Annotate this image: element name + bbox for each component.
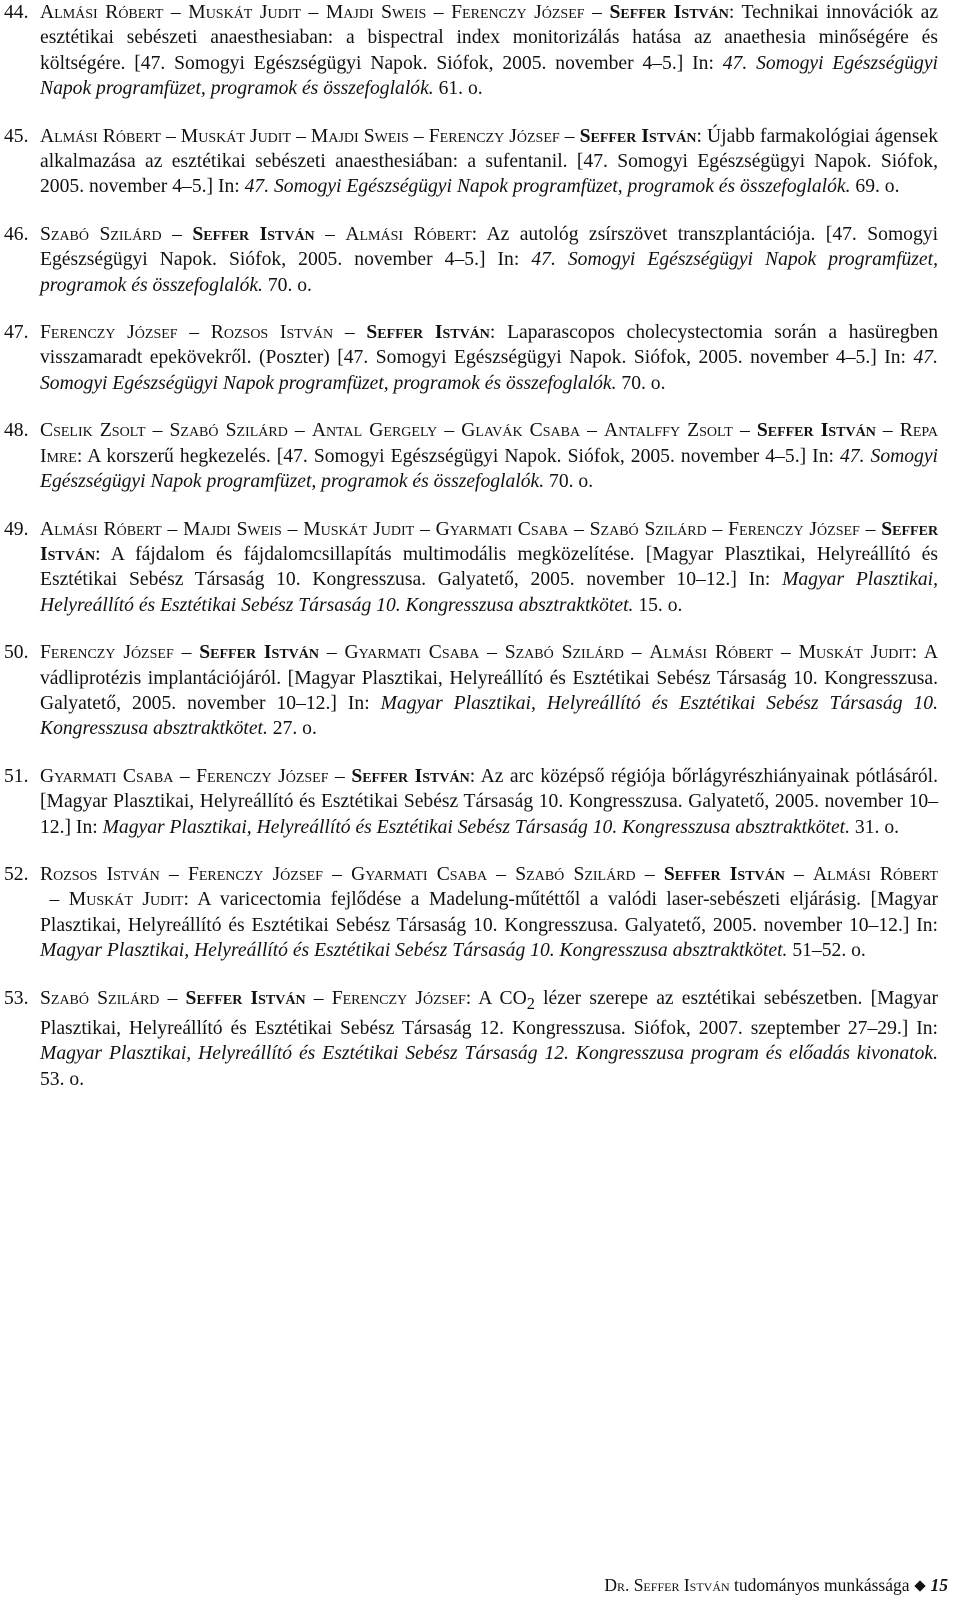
entry-text: 15. o. [633,594,683,616]
page-number: 15 [930,1575,948,1595]
author-name: Szabó Szilárd [40,223,162,245]
entry-number: 47. [4,322,29,344]
publication-entry: 48. Cselik Zsolt – Szabó Szilárd – Antal Gergely – Glavák Csaba – Antalffy Zsolt – Seffer István – Repa Imre: A korszerű hegkezelés. [47. Somogyi Egészségügyi Napok. Siófok, 2005. november 4–5.] In: 47. Somogyi Egészségügyi Napok programfüzet, programok és összefoglalók. 70. o. [4,420,939,493]
author-name: Ferenczy József [728,518,860,540]
author-name: Szabó Szilárd [515,863,636,885]
page-footer [0,1574,948,1596]
entry-text: 61. o. [433,78,483,100]
author-separator: – [322,863,352,885]
author-separator: – [314,223,346,245]
author-separator: – [584,2,610,23]
author-separator: – [291,125,311,147]
author-name: Seffer István [366,322,490,344]
entry-text: A varicectomia fejlődése a Madelung-műtéttől a valódi laser-sebészeti eljárásig. [Magyar Plasztikai, Helyreállító és Esztétikai Sebész Társaság 10. Kongresszusa. Galyatető, 2005. november 10–12.] In: [40,889,938,936]
author-name: Gyarmati Csaba [351,863,488,885]
source-title: 47. Somogyi Egészségügyi Napok programfüzet, programok és összefoglalók. [40,445,938,493]
author-name: Antal Gergely [311,420,438,442]
entry-text: 70. o. [616,372,666,394]
author-separator: – [305,987,332,1009]
author-name: Muskát Judit [303,518,415,540]
entry-text: 70. o. [262,274,312,296]
publication-entry: 51. Gyarmati Csaba – Ferenczy József – Seffer István: Az arc középső régiója bőrlágyrészhiányainak pótlásáról. [Magyar Plasztikai, Helyreállító és Esztétikai Sebész Társaság 10. Kongresszusa. Galyatető, 2005. november 10–12.] In: Magyar Plasztikai, Helyreállító és Esztétikai Sebész Társaság 10. Kongresszusa absztraktkötet. 31. o. [4,765,938,838]
publication-entry: 45. Almási Róbert – Muskát Judit – Majdi Sweis – Ferenczy József – Seffer István: Újabb farmakológiai ágensek alkalmazása az esztétikai sebészeti anaesthesiában: a sufentanil. [47. Somogyi Egészségügyi Napok. Siófok, 2005. november 4–5.] In: 47. Somogyi Egészségügyi Napok programfüzet, programok és összefoglalók. 69. o. [4,125,938,198]
author-name: Ferenczy József [187,863,323,885]
entry-text: Újabb farmakológiai ágensek alkalmazása az esztétikai sebészeti anaesthesiában: a sufentanil. [47. Somogyi Egészségügyi Napok. Siófok, 2005. november 4–5.] In: [40,125,938,198]
entry-text: 31. o. [850,816,900,838]
entry-number: 51. [4,765,29,787]
author-name: Seffer István [351,765,470,787]
author-name: Ferenczy József [451,2,585,23]
source-title: Magyar Plasztikai, Helyreállító és Esztétikai Sebész Társaság 10. Kongresszusa absztraktkötet. [40,940,788,962]
author-separator: – [784,863,814,885]
author-separator: – [40,889,69,911]
author-name: Ferenczy József [40,642,174,664]
diamond-icon [914,1580,925,1591]
author-separator: – [408,125,429,147]
author-separator: – [163,2,189,23]
footer-author-name: Dr. Seffer István [604,1575,730,1595]
entry-text: 69. o. [850,176,900,198]
author-name: Ferenczy József [196,765,329,787]
entry-text: 27. o. [267,718,317,740]
source-title: 47. Somogyi Egészségügyi Napok programfüzet, programok és összefoglalók. [40,249,938,296]
author-separator: – [281,518,304,540]
author-name: Antalffy Zsolt [604,420,733,442]
source-title: 47. Somogyi Egészségügyi Napok programfüzet, programok és összefoglalók. [40,347,938,394]
author-separator: – [161,223,193,245]
author-separator: – [437,420,462,442]
entry-number: 48. [4,420,29,442]
author-separator: – [859,518,882,540]
author-name: Ferenczy József [331,987,466,1009]
author-separator: – [160,125,181,147]
entry-number: 45. [4,125,29,147]
author-separator: – [333,322,367,344]
publication-entry: 50. Ferenczy József – Seffer István – Gyarmati Csaba – Szabó Szilárd – Almási Róbert – Muskát Judit: A vádliprotézis implantációjáról. [Magyar Plasztikai, Helyreállító és Esztétikai Sebész Társaság 10. Kongresszusa. Galyatető, 2005. november 10–12.] In: Magyar Plasztikai, Helyreállító és Esztétikai Sebész Társaság 10. Kongresszusa absztraktkötet. 27. o. [4,642,939,740]
entry-number: 53. [4,987,29,1009]
entry-text: Az autológ zsírszövet transzplantációja. [47. Somogyi Egészségügyi Napok. Siófok, 2005. november 4–5.] In: [40,223,939,271]
author-name: Szabó Szilárd [169,420,288,442]
author-name: Almási Róbert [40,518,162,540]
entry-text: A CO [478,987,527,1009]
author-name: Majdi Sweis [325,2,427,23]
author-name: Muskát Judit [68,889,184,911]
source-title: Magyar Plasztikai, Helyreállító és Esztétikai Sebész Társaság 12. Kongresszusa program és előadás kivonatok. [40,1043,938,1065]
entry-number: 49. [4,518,29,540]
author-separator: – [773,642,799,664]
entry-number: 52. [4,863,29,885]
entry-number: 46. [4,223,29,245]
source-title: Magyar Plasztikai, Helyreállító és Esztétikai Sebész Társaság 10. Kongresszusa absztraktkötet. [40,692,938,740]
entry-text: A korszerű hegkezelés. [47. Somogyi Egészségügyi Napok. Siófok, 2005. november 4–5.] In: [87,445,840,467]
footer-title: tudományos munkássága [734,1575,910,1595]
author-name: Cselik Zsolt [40,420,146,442]
author-name: Seffer István [663,863,785,885]
author-name: Glavák Csaba [461,420,581,442]
author-separator: – [559,125,580,147]
author-name: Gyarmati Csaba [344,642,480,664]
author-separator: – [568,518,590,540]
author-name: Muskát Judit [798,642,912,664]
author-name: Almási Róbert [813,863,939,885]
author-name: Majdi Sweis [310,125,409,147]
author-separator: – [161,518,184,540]
author-separator: – [414,518,436,540]
subscript-text: 2 [526,993,535,1013]
author-name: Rozsos István [210,322,334,344]
author-name: Almási Róbert [345,223,472,245]
entry-text: Laparascopos cholecystectomia során a hasüregben visszamaradt epekövekről. (Poszter) [47. Somogyi Egészségügyi Napok. Siófok, 2005. november 4–5.] In: [40,322,939,369]
entry-number: 44. [4,2,29,23]
author-separator: – [623,642,650,664]
author-name: Ferenczy József [428,125,560,147]
author-separator: – [173,642,200,664]
author-name: Majdi Sweis [183,518,282,540]
author-name: Ferenczy József [40,322,178,344]
author-separator: – [159,863,188,885]
author-separator: – [426,2,452,23]
entry-text: lézer szerepe az esztétikai sebészetben. [Magyar Plasztikai, Helyreállító és Esztétikai Sebész Társaság 12. Kongresszusa. Siófok, 2007. szeptember 27–29.] In: [40,987,939,1039]
author-name: Almási Róbert [40,125,161,147]
author-separator: – [479,642,505,664]
entry-text: A vádliprotézis implantációjáról. [Magyar Plasztikai, Helyreállító és Esztétikai Sebész Társaság 10. Kongresszusa. Galyatető, 2005. november 10–12.] In: [40,642,939,714]
source-title: Magyar Plasztikai, Helyreállító és Esztétikai Sebész Társaság 10. Kongresszusa absztraktkötet. [40,569,939,616]
author-separator: – [173,765,197,787]
source-title: 47. Somogyi Egészségügyi Napok programfüzet, programok és összefoglalók. [40,52,938,100]
author-name: Muskát Judit [188,2,301,23]
author-name: Seffer István [192,223,315,245]
entry-text: Technikai innovációk az esztétikai sebészeti anaesthesiaban: a bispectral index monitorizálás hatása az anaethesia minőségére és költségére. [47. Somogyi Egészségügyi Napok. Siófok, 2005. november 4–5.] In: [40,2,939,74]
publication-list [4,0,938,1114]
author-name: Seffer István [579,125,697,147]
author-name: Seffer István [609,2,729,23]
author-name: Seffer István [185,987,306,1009]
author-separator: – [145,420,170,442]
author-name: Almási Róbert [40,2,164,23]
author-name: Gyarmati Csaba [435,518,569,540]
source-title: Magyar Plasztikai, Helyreállító és Esztétikai Sebész Társaság 10. Kongresszusa absztraktkötet. [102,816,851,838]
publication-entry: 49. Almási Róbert – Majdi Sweis – Muskát Judit – Gyarmati Csaba – Szabó Szilárd – Ferenczy József – Seffer István: A fájdalom és fájdalomcsillapítás multimodális megközelítése. [Magyar Plasztikai, Helyreállító és Esztétikai Sebész Társaság 10. Kongresszusa. Galyatető, 2005. november 10–12.] In: Magyar Plasztikai, Helyreállító és Esztétikai Sebész Társaság 10. Kongresszusa absztraktkötet. 15. o. [4,518,939,616]
author-separator: – [732,420,757,442]
author-separator: – [328,765,352,787]
publication-entry: 53. Szabó Szilárd – Seffer István – Ferenczy József: A $CO_2$ lézer szerepe az esztétikai sebészetben. [Magyar Plasztikai, Helyreállító és Esztétikai Sebész Társaság 12. Kongresszusa. Siófok, 2007. szeptember 27–29.] In: Magyar Plasztikai, Helyreállító és Esztétikai Sebész Társaság 12. Kongresszusa program és előadás kivonatok. 53. o. [4,987,939,1090]
author-name: Szabó Szilárd [40,987,160,1009]
author-separator: – [177,322,211,344]
author-name: Repa Imre [40,420,939,467]
author-separator: – [487,863,516,885]
publication-entry: 52. Rozsos István – Ferenczy József – Gyarmati Csaba – Szabó Szilárd – Seffer István – Almási Róbert – Muskát Judit: A varicectomia fejlődése a Madelung-műtéttől a valódi laser-sebészeti eljárásig. [Magyar Plasztikai, Helyreállító és Esztétikai Sebész Társaság 10. Kongresszusa. Galyatető, 2005. november 10–12.] In: Magyar Plasztikai, Helyreállító és Esztétikai Sebész Társaság 10. Kongresszusa absztraktkötet. 51–52. o. [4,863,939,962]
author-separator: – [875,420,900,442]
author-name: Rozsos István [40,863,160,885]
author-name: Szabó Szilárd [589,518,707,540]
entry-text: 53. o. [40,1068,85,1090]
entry-text: A fájdalom és fájdalomcsillapítás multimodális megközelítése. [Magyar Plasztikai, Helyreállító és Esztétikai Sebész Társaság 10. Kongresszusa. Galyatető, 2005. november 10–12.] In: [40,543,939,591]
publication-entry: 47. Ferenczy József – Rozsos István – Seffer István: Laparascopos cholecystectomia során a hasüregben visszamaradt epekövekről. (Poszter) [47. Somogyi Egészségügyi Napok. Siófok, 2005. november 4–5.] In: 47. Somogyi Egészségügyi Napok programfüzet, programok és összefoglalók. 70. o. [4,322,939,394]
entry-text: 51–52. o. [787,940,866,962]
author-name: Almási Róbert [649,642,774,664]
author-name: Szabó Szilárd [504,642,624,664]
source-title: 47. Somogyi Egészségügyi Napok programfüzet, programok és összefoglalók. [244,176,851,198]
author-separator: – [635,863,664,885]
author-separator: – [580,420,605,442]
author-separator: – [319,642,345,664]
entry-text: Az arc középső régiója bőrlágyrészhiányainak pótlásáról. [Magyar Plasztikai, Helyreállító és Esztétikai Sebész Társaság 10. Kongresszusa. Galyatető, 2005. november 10–12.] In: [40,765,938,838]
author-name: Seffer István [40,518,939,565]
author-separator: – [159,987,186,1009]
author-name: Muskát Judit [180,125,292,147]
author-name: Seffer István [199,642,319,664]
entry-number: 50. [4,642,29,664]
author-name: Gyarmati Csaba [40,765,174,787]
author-separator: – [300,2,326,23]
author-name: Seffer István [756,420,876,442]
author-separator: – [287,420,312,442]
entry-text: 70. o. [544,471,594,493]
author-separator: – [706,518,729,540]
publication-entry: 44. Almási Róbert – Muskát Judit – Majdi Sweis – Ferenczy József – Seffer István: Technikai innovációk az esztétikai sebészeti anaesthesiaban: a bispectral index monitorizálás hatása az anaethesia minőségére és költségére. [47. Somogyi Egészségügyi Napok. Siófok, 2005. november 4–5.] In: 47. Somogyi Egészségügyi Napok programfüzet, programok és összefoglalók. 61. o. [4,2,939,100]
publication-entry: 46. Szabó Szilárd – Seffer István – Almási Róbert: Az autológ zsírszövet transzplantációja. [47. Somogyi Egészségügyi Napok. Siófok, 2005. november 4–5.] In: 47. Somogyi Egészségügyi Napok programfüzet, programok és összefoglalók. 70. o. [4,223,939,296]
